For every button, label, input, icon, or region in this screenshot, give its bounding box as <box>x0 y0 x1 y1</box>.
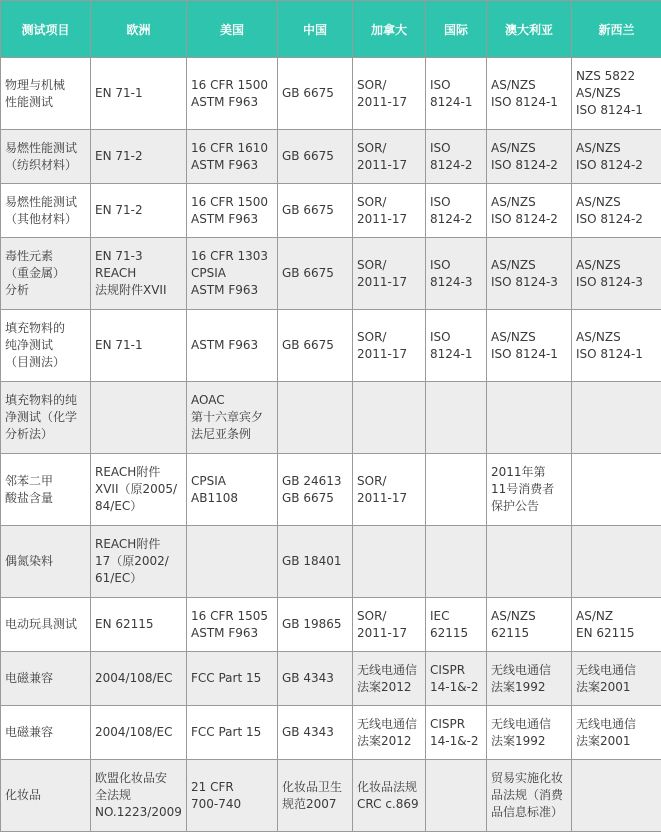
cell-text: 62115 <box>491 625 567 642</box>
cell-text: GB 6675 <box>282 202 348 219</box>
cell-text: 2011-17 <box>357 157 421 174</box>
cell-europe <box>91 454 187 526</box>
header-new-zealand: 新西兰 <box>572 1 661 58</box>
cell-test-item <box>1 598 91 652</box>
cell-new-zealand <box>572 184 661 238</box>
table-row <box>1 526 661 598</box>
cell-australia <box>487 184 572 238</box>
cell-usa <box>187 526 278 598</box>
cell-europe <box>91 310 187 382</box>
cell-text: EN 71-2 <box>95 148 182 165</box>
cell-usa <box>187 598 278 652</box>
cell-text: 分析 <box>5 282 86 299</box>
cell-australia <box>487 310 572 382</box>
cell-australia <box>487 598 572 652</box>
cell-new-zealand <box>572 58 661 130</box>
cell-international <box>426 382 487 454</box>
cell-text: SOR/ <box>357 329 421 346</box>
cell-international <box>426 454 487 526</box>
cell-text: 14-1&-2 <box>430 679 482 696</box>
cell-test-item <box>1 310 91 382</box>
cell-china <box>278 760 353 832</box>
cell-text: 8124-3 <box>430 274 482 291</box>
cell-text: 欧盟化妆品安 <box>95 770 182 787</box>
cell-text: 2011-17 <box>357 211 421 228</box>
cell-new-zealand <box>572 652 661 706</box>
cell-text: NO.1223/2009 <box>95 804 182 821</box>
header-canada: 加拿大 <box>353 1 426 58</box>
cell-usa <box>187 454 278 526</box>
cell-text: 法案1992 <box>491 733 567 750</box>
cell-text: 2011-17 <box>357 274 421 291</box>
cell-text: 无线电通信 <box>576 662 657 679</box>
cell-text: （目测法） <box>5 354 86 371</box>
cell-text: ASTM F963 <box>191 157 273 174</box>
cell-text: （重金属） <box>5 265 86 282</box>
cell-text: NZS 5822 <box>576 68 657 85</box>
cell-text: 17（原2002/ <box>95 553 182 570</box>
cell-text: 易燃性能测试 <box>5 194 86 211</box>
cell-text: 酸盐含量 <box>5 490 86 507</box>
cell-test-item <box>1 652 91 706</box>
cell-text: 62115 <box>430 625 482 642</box>
cell-europe <box>91 652 187 706</box>
cell-text: EN 71-3 <box>95 248 182 265</box>
cell-china <box>278 310 353 382</box>
cell-text: AS/NZS <box>576 257 657 274</box>
cell-text: ISO 8124-2 <box>576 211 657 228</box>
cell-canada <box>353 652 426 706</box>
cell-text: 8124-2 <box>430 211 482 228</box>
cell-text: 化妆品法规 <box>357 779 421 796</box>
cell-new-zealand <box>572 598 661 652</box>
cell-new-zealand <box>572 706 661 760</box>
cell-text: SOR/ <box>357 140 421 157</box>
cell-europe <box>91 760 187 832</box>
cell-text: ISO 8124-1 <box>491 94 567 111</box>
table-row <box>1 130 661 184</box>
cell-test-item <box>1 238 91 310</box>
cell-text: 电磁兼容 <box>5 670 86 687</box>
cell-text: REACH附件 <box>95 536 182 553</box>
cell-canada <box>353 454 426 526</box>
cell-text: EN 71-1 <box>95 85 182 102</box>
cell-europe <box>91 130 187 184</box>
cell-text: ASTM F963 <box>191 625 273 642</box>
cell-text: GB 6675 <box>282 265 348 282</box>
cell-international <box>426 130 487 184</box>
cell-text: GB 4343 <box>282 670 348 687</box>
cell-text: 无线电通信 <box>491 716 567 733</box>
cell-text: GB 4343 <box>282 724 348 741</box>
cell-text: ASTM F963 <box>191 337 273 354</box>
cell-test-item <box>1 454 91 526</box>
cell-text: GB 6675 <box>282 490 348 507</box>
cell-china <box>278 598 353 652</box>
cell-text: AS/NZS <box>491 194 567 211</box>
cell-australia <box>487 238 572 310</box>
cell-text: 全法规 <box>95 787 182 804</box>
cell-text: SOR/ <box>357 608 421 625</box>
cell-australia <box>487 382 572 454</box>
cell-china <box>278 454 353 526</box>
table-row <box>1 760 661 832</box>
cell-text: 填充物料的 <box>5 320 86 337</box>
header-row <box>1 1 661 58</box>
cell-text: 贸易实施化妆 <box>491 770 567 787</box>
cell-text: IEC <box>430 608 482 625</box>
cell-text: 电磁兼容 <box>5 724 86 741</box>
cell-text: 法案2001 <box>576 733 657 750</box>
cell-text: CRC c.869 <box>357 796 421 813</box>
cell-new-zealand <box>572 382 661 454</box>
cell-text: SOR/ <box>357 77 421 94</box>
cell-text: 84/EC） <box>95 498 182 515</box>
cell-text: EN 62115 <box>576 625 657 642</box>
cell-text: 21 CFR <box>191 779 273 796</box>
cell-australia <box>487 760 572 832</box>
cell-europe <box>91 382 187 454</box>
cell-international <box>426 310 487 382</box>
table-body <box>1 58 661 832</box>
cell-text: 16 CFR 1500 <box>191 194 273 211</box>
cell-text: ISO 8124-2 <box>491 211 567 228</box>
cell-text: ISO <box>430 77 482 94</box>
cell-text: AS/NZS <box>576 140 657 157</box>
cell-usa <box>187 382 278 454</box>
cell-text: AS/NZS <box>491 257 567 274</box>
table-row <box>1 652 661 706</box>
cell-text: GB 19865 <box>282 616 348 633</box>
cell-canada <box>353 706 426 760</box>
cell-text: GB 18401 <box>282 553 348 570</box>
cell-test-item <box>1 760 91 832</box>
cell-international <box>426 706 487 760</box>
cell-international <box>426 652 487 706</box>
cell-china <box>278 652 353 706</box>
cell-europe <box>91 706 187 760</box>
cell-usa <box>187 760 278 832</box>
cell-text: REACH附件 <box>95 464 182 481</box>
cell-canada <box>353 58 426 130</box>
cell-text: ISO 8124-2 <box>576 157 657 174</box>
cell-text: AOAC <box>191 392 273 409</box>
cell-text: 保护公告 <box>491 498 567 515</box>
header-usa: 美国 <box>187 1 278 58</box>
cell-text: AS/NZS <box>576 329 657 346</box>
cell-text: 2011年第 <box>491 464 567 481</box>
cell-canada <box>353 238 426 310</box>
cell-text: 61/EC） <box>95 570 182 587</box>
cell-canada <box>353 382 426 454</box>
cell-text: 无线电通信 <box>491 662 567 679</box>
cell-europe <box>91 58 187 130</box>
cell-text: 法案1992 <box>491 679 567 696</box>
cell-text: CISPR <box>430 716 482 733</box>
cell-text: 无线电通信 <box>357 662 421 679</box>
cell-canada <box>353 184 426 238</box>
cell-text: AS/NZS <box>491 77 567 94</box>
cell-text: 分析法） <box>5 426 86 443</box>
cell-usa <box>187 238 278 310</box>
cell-text: 8124-1 <box>430 94 482 111</box>
cell-text: 毒性元素 <box>5 248 86 265</box>
cell-text: XVII（原2005/ <box>95 481 182 498</box>
cell-text: AB1108 <box>191 490 273 507</box>
cell-text: 法案2001 <box>576 679 657 696</box>
cell-text: ASTM F963 <box>191 282 273 299</box>
header-europe: 欧洲 <box>91 1 187 58</box>
cell-new-zealand <box>572 454 661 526</box>
cell-new-zealand <box>572 130 661 184</box>
cell-international <box>426 598 487 652</box>
cell-text: 16 CFR 1505 <box>191 608 273 625</box>
cell-text: 2011-17 <box>357 346 421 363</box>
cell-text: ISO <box>430 140 482 157</box>
header-test-item: 测试项目 <box>1 1 91 58</box>
cell-text: 2004/108/EC <box>95 670 182 687</box>
cell-text: GB 6675 <box>282 85 348 102</box>
cell-text: 品法规（消费 <box>491 787 567 804</box>
cell-europe <box>91 184 187 238</box>
cell-test-item <box>1 382 91 454</box>
cell-text: 11号消费者 <box>491 481 567 498</box>
cell-china <box>278 130 353 184</box>
cell-text: ISO <box>430 194 482 211</box>
cell-test-item <box>1 526 91 598</box>
cell-international <box>426 58 487 130</box>
cell-text: CPSIA <box>191 265 273 282</box>
cell-australia <box>487 526 572 598</box>
cell-test-item <box>1 58 91 130</box>
cell-text: FCC Part 15 <box>191 724 273 741</box>
cell-text: 无线电通信 <box>576 716 657 733</box>
cell-europe <box>91 238 187 310</box>
cell-text: 无线电通信 <box>357 716 421 733</box>
cell-canada <box>353 598 426 652</box>
cell-text: GB 24613 <box>282 473 348 490</box>
cell-text: GB 6675 <box>282 337 348 354</box>
cell-text: 16 CFR 1610 <box>191 140 273 157</box>
cell-text: AS/NZS <box>576 194 657 211</box>
cell-international <box>426 526 487 598</box>
cell-text: 化妆品卫生 <box>282 779 348 796</box>
cell-australia <box>487 454 572 526</box>
cell-text: CISPR <box>430 662 482 679</box>
cell-canada <box>353 310 426 382</box>
table-row <box>1 238 661 310</box>
cell-australia <box>487 130 572 184</box>
table-row <box>1 58 661 130</box>
cell-china <box>278 526 353 598</box>
table-row <box>1 454 661 526</box>
cell-canada <box>353 130 426 184</box>
cell-text: AS/NZS <box>491 329 567 346</box>
cell-australia <box>487 652 572 706</box>
cell-text: 8124-1 <box>430 346 482 363</box>
cell-test-item <box>1 706 91 760</box>
cell-text: 2011-17 <box>357 490 421 507</box>
cell-text: 电动玩具测试 <box>5 616 86 633</box>
cell-china <box>278 382 353 454</box>
cell-text: AS/NZ <box>576 608 657 625</box>
header-china: 中国 <box>278 1 353 58</box>
cell-text: 规范2007 <box>282 796 348 813</box>
cell-usa <box>187 310 278 382</box>
cell-text: ISO 8124-1 <box>576 346 657 363</box>
cell-text: ISO 8124-1 <box>576 102 657 119</box>
table-row <box>1 184 661 238</box>
cell-international <box>426 760 487 832</box>
cell-text: 8124-2 <box>430 157 482 174</box>
cell-new-zealand <box>572 526 661 598</box>
cell-usa <box>187 130 278 184</box>
cell-new-zealand <box>572 760 661 832</box>
cell-canada <box>353 760 426 832</box>
cell-text: 法规附件XVII <box>95 282 182 299</box>
cell-text: ASTM F963 <box>191 94 273 111</box>
cell-europe <box>91 598 187 652</box>
cell-text: 纯净测试 <box>5 337 86 354</box>
cell-text: 邻苯二甲 <box>5 473 86 490</box>
table-row <box>1 310 661 382</box>
cell-text: EN 71-1 <box>95 337 182 354</box>
cell-text: 性能测试 <box>5 94 86 111</box>
cell-usa <box>187 706 278 760</box>
cell-text: 易燃性能测试 <box>5 140 86 157</box>
cell-text: （纺织材料） <box>5 157 86 174</box>
cell-text: 14-1&-2 <box>430 733 482 750</box>
cell-canada <box>353 526 426 598</box>
cell-usa <box>187 58 278 130</box>
cell-china <box>278 58 353 130</box>
cell-test-item <box>1 130 91 184</box>
cell-international <box>426 238 487 310</box>
cell-text: 偶氮染料 <box>5 553 86 570</box>
cell-text: CPSIA <box>191 473 273 490</box>
cell-text: ASTM F963 <box>191 211 273 228</box>
cell-text: ISO 8124-3 <box>491 274 567 291</box>
cell-europe <box>91 526 187 598</box>
cell-text: ISO 8124-3 <box>576 274 657 291</box>
cell-test-item <box>1 184 91 238</box>
cell-text: SOR/ <box>357 257 421 274</box>
cell-australia <box>487 706 572 760</box>
cell-text: ISO <box>430 257 482 274</box>
cell-text: 净测试（化学 <box>5 409 86 426</box>
cell-china <box>278 706 353 760</box>
cell-text: EN 71-2 <box>95 202 182 219</box>
cell-text: REACH <box>95 265 182 282</box>
cell-text: 16 CFR 1303 <box>191 248 273 265</box>
cell-china <box>278 184 353 238</box>
cell-china <box>278 238 353 310</box>
cell-text: 2004/108/EC <box>95 724 182 741</box>
cell-text: AS/NZS <box>491 608 567 625</box>
cell-text: 法案2012 <box>357 679 421 696</box>
cell-text: 700-740 <box>191 796 273 813</box>
cell-text: 物理与机械 <box>5 77 86 94</box>
table-row <box>1 706 661 760</box>
cell-text: FCC Part 15 <box>191 670 273 687</box>
cell-australia <box>487 58 572 130</box>
cell-text: （其他材料） <box>5 211 86 228</box>
cell-text: EN 62115 <box>95 616 182 633</box>
cell-text: GB 6675 <box>282 148 348 165</box>
header-international: 国际 <box>426 1 487 58</box>
cell-text: 2011-17 <box>357 625 421 642</box>
cell-text: 填充物料的纯 <box>5 392 86 409</box>
header-australia: 澳大利亚 <box>487 1 572 58</box>
table-row <box>1 598 661 652</box>
cell-text: ISO 8124-1 <box>491 346 567 363</box>
cell-text: 法尼亚条例 <box>191 426 273 443</box>
cell-text: SOR/ <box>357 194 421 211</box>
cell-text: 2011-17 <box>357 94 421 111</box>
cell-text: AS/NZS <box>491 140 567 157</box>
cell-usa <box>187 652 278 706</box>
cell-new-zealand <box>572 310 661 382</box>
cell-usa <box>187 184 278 238</box>
cell-text: SOR/ <box>357 473 421 490</box>
cell-text: 第十六章宾夕 <box>191 409 273 426</box>
cell-text: 法案2012 <box>357 733 421 750</box>
cell-new-zealand <box>572 238 661 310</box>
cell-text: 16 CFR 1500 <box>191 77 273 94</box>
cell-text: ISO 8124-2 <box>491 157 567 174</box>
cell-international <box>426 184 487 238</box>
cell-text: 化妆品 <box>5 787 86 804</box>
cell-text: 品信息标准） <box>491 804 567 821</box>
cell-text: ISO <box>430 329 482 346</box>
table-row <box>1 382 661 454</box>
cell-text: AS/NZS <box>576 85 657 102</box>
